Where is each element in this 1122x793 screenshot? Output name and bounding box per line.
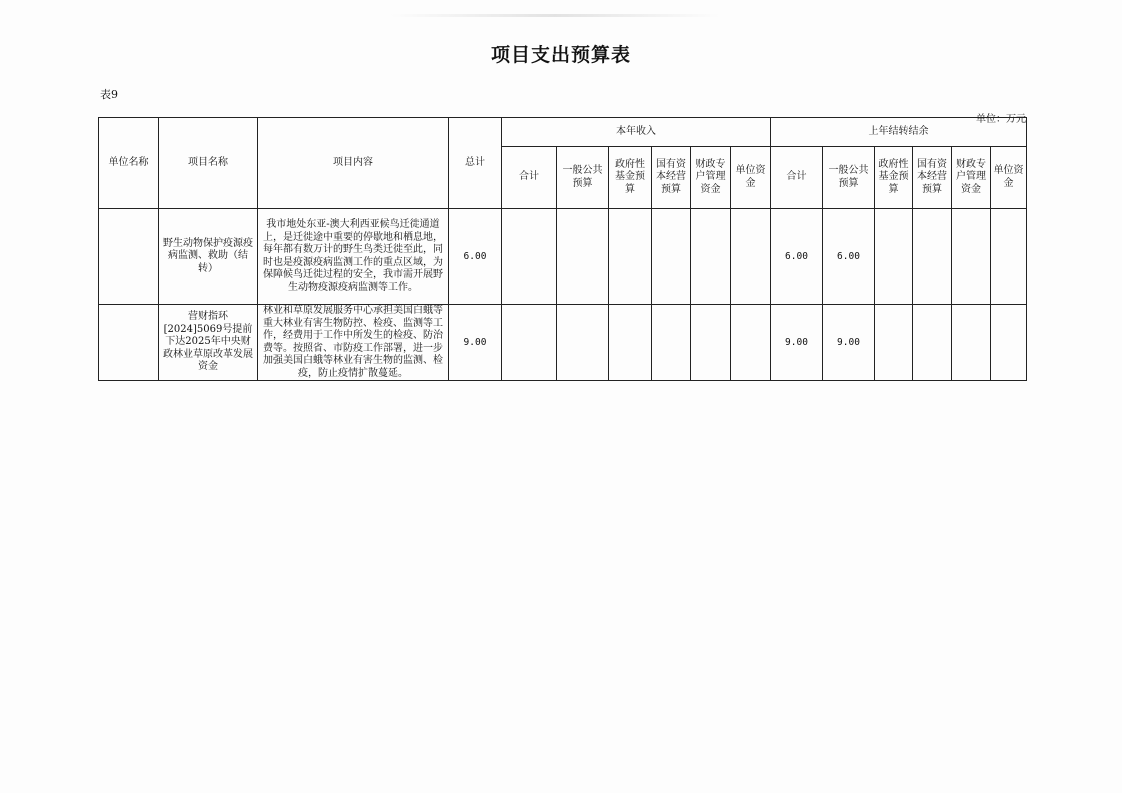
cell-project-name: 野生动物保护疫源疫病监测、救助（结转） <box>159 209 258 305</box>
table-row <box>99 209 1027 305</box>
cell-cur-gov-fund <box>609 305 652 381</box>
cell-prior-subtotal: 9.00 <box>771 305 823 381</box>
cell-cur-subtotal <box>502 209 557 305</box>
header-cur-gov-fund: 政府性基金预算 <box>609 147 652 209</box>
cell-prior-gov-fund <box>875 305 913 381</box>
cell-prior-subtotal: 6.00 <box>771 209 823 305</box>
cell-cur-state-capital <box>652 209 691 305</box>
header-prior-year-carryover: 上年结转结余 <box>771 118 1027 147</box>
cell-project-name: 营财指环[2024]5069号提前下达2025年中央财政林业草原改革发展资金 <box>159 305 258 381</box>
cell-prior-state-capital <box>913 305 952 381</box>
cell-cur-general <box>557 209 609 305</box>
header-prior-subtotal: 合计 <box>771 147 823 209</box>
cell-total: 6.00 <box>449 209 502 305</box>
header-cur-general-budget: 一般公共预算 <box>557 147 609 209</box>
header-unit-name: 单位名称 <box>99 118 159 209</box>
cell-prior-state-capital <box>913 209 952 305</box>
project-expenditure-budget-table <box>98 117 1027 381</box>
cell-project-content: 林业和草原发展服务中心承担美国白蛾等重大林业有害生物防控、检疫、监测等工作，经费用于工作中所发生的检疫、防治费等。按照省、市防疫工作部署，进一步加强美国白蛾等林业有害生物的监测、检疫，防止疫情扩散蔓延。 <box>258 305 449 381</box>
cell-prior-general: 6.00 <box>823 209 875 305</box>
header-cur-special-fund: 财政专户管理资金 <box>691 147 731 209</box>
cell-cur-unit <box>731 209 771 305</box>
header-prior-general-budget: 一般公共预算 <box>823 147 875 209</box>
header-prior-special-fund: 财政专户管理资金 <box>952 147 991 209</box>
header-cur-state-capital: 国有资本经营预算 <box>652 147 691 209</box>
header-current-year-income: 本年收入 <box>502 118 771 147</box>
scan-artifact <box>390 14 720 17</box>
cell-prior-unit <box>991 305 1027 381</box>
cell-cur-gov-fund <box>609 209 652 305</box>
cell-cur-special <box>691 209 731 305</box>
cell-cur-subtotal <box>502 305 557 381</box>
header-prior-unit-fund: 单位资金 <box>991 147 1027 209</box>
cell-prior-unit <box>991 209 1027 305</box>
cell-cur-special <box>691 305 731 381</box>
table-number: 表9 <box>100 88 118 101</box>
header-prior-state-capital: 国有资本经营预算 <box>913 147 952 209</box>
header-total: 总计 <box>449 118 502 209</box>
header-row-1 <box>99 118 1027 147</box>
cell-prior-special <box>952 209 991 305</box>
cell-prior-special <box>952 305 991 381</box>
header-project-content: 项目内容 <box>258 118 449 209</box>
cell-cur-state-capital <box>652 305 691 381</box>
cell-cur-general <box>557 305 609 381</box>
cell-project-content: 我市地处东亚-澳大利西亚候鸟迁徙通道上，是迁徙途中重要的停歇地和栖息地，每年都有数万计的野生鸟类迁徙至此，同时也是疫源疫病监测工作的重点区域，为保障候鸟迁徙过程的安全，我市需开展野生动物疫源疫病监测等工作。 <box>258 209 449 305</box>
header-project-name: 项目名称 <box>159 118 258 209</box>
cell-unit-name <box>99 305 159 381</box>
table-row <box>99 305 1027 381</box>
header-prior-gov-fund: 政府性基金预算 <box>875 147 913 209</box>
cell-total: 9.00 <box>449 305 502 381</box>
header-cur-unit-fund: 单位资金 <box>731 147 771 209</box>
cell-cur-unit <box>731 305 771 381</box>
cell-prior-gov-fund <box>875 209 913 305</box>
header-cur-subtotal: 合计 <box>502 147 557 209</box>
page-title: 项目支出预算表 <box>490 44 631 66</box>
unit-label: 单位：万元 <box>976 114 1026 125</box>
cell-unit-name <box>99 209 159 305</box>
cell-prior-general: 9.00 <box>823 305 875 381</box>
